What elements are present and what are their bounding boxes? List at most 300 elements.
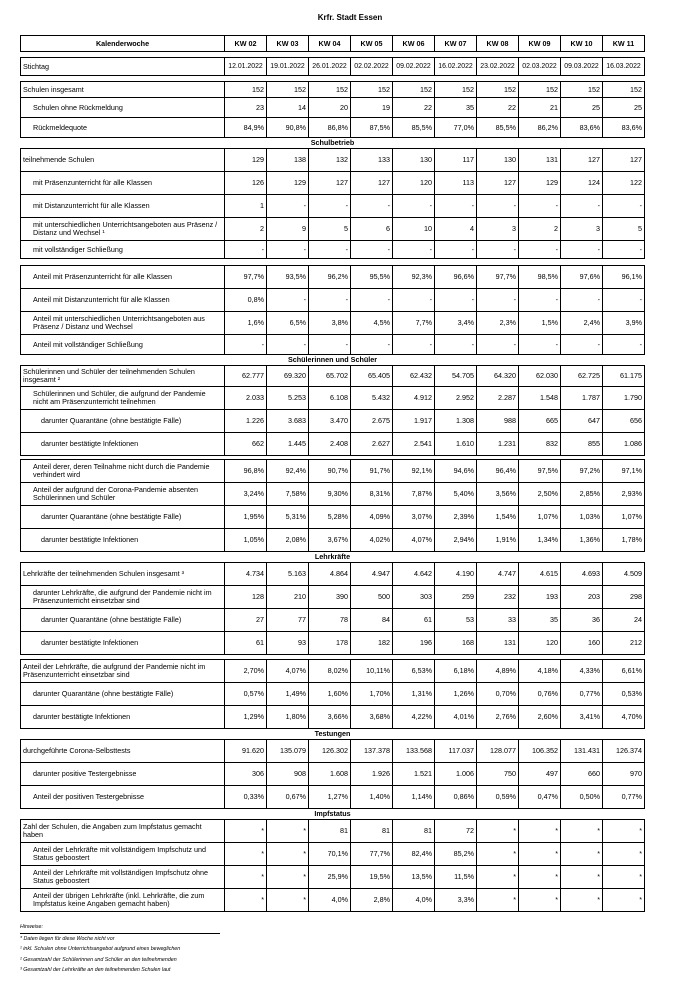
value-cell: 90,8%	[267, 118, 309, 138]
value-cell: 1.086	[603, 433, 645, 456]
table-row	[21, 632, 645, 655]
value-cell: -	[561, 195, 603, 218]
value-cell: 22	[477, 98, 519, 118]
value-cell: 97,6%	[561, 266, 603, 289]
value-cell: 1.926	[351, 763, 393, 786]
value-cell: 1,29%	[225, 706, 267, 729]
value-cell: 665	[519, 410, 561, 433]
value-cell: 196	[393, 632, 435, 655]
value-cell: 1,95%	[225, 506, 267, 529]
value-cell: 4.912	[393, 387, 435, 410]
value-cell: 61	[225, 632, 267, 655]
value-cell: 0,57%	[225, 683, 267, 706]
value-cell: 127	[477, 172, 519, 195]
value-cell: 1,91%	[477, 529, 519, 552]
value-cell: 3,4%	[435, 312, 477, 335]
table-row	[21, 866, 645, 889]
value-cell: 2,8%	[351, 889, 393, 912]
row-label: darunter Quarantäne (ohne bestätigte Fälle)	[21, 410, 225, 433]
value-cell: 6,18%	[435, 660, 477, 683]
value-cell: 152	[267, 82, 309, 98]
value-cell: 122	[603, 172, 645, 195]
value-cell: 2	[519, 218, 561, 241]
value-cell: 2	[225, 218, 267, 241]
row-label: darunter bestätigte Infektionen	[21, 706, 225, 729]
value-cell: 78	[309, 609, 351, 632]
value-cell: -	[435, 195, 477, 218]
value-cell: 35	[519, 609, 561, 632]
value-cell: 3,66%	[309, 706, 351, 729]
value-cell: 127	[561, 149, 603, 172]
value-cell: 124	[561, 172, 603, 195]
value-cell: 86,8%	[309, 118, 351, 138]
section-row	[21, 138, 645, 149]
value-cell: 5.163	[267, 563, 309, 586]
value-cell: 1.231	[477, 433, 519, 456]
value-cell: 9	[267, 218, 309, 241]
value-cell: -	[561, 335, 603, 355]
row-label: darunter Quarantäne (ohne bestätigte Fälle)	[21, 506, 225, 529]
value-cell: 2,70%	[225, 660, 267, 683]
row-label: darunter positive Testergebnisse	[21, 763, 225, 786]
row-label: darunter Quarantäne (ohne bestätigte Fälle)	[21, 683, 225, 706]
value-cell: -	[393, 195, 435, 218]
row-label: Anteil mit unterschiedlichen Unterrichtsangeboten aus Präsenz / Distanz und Wechsel	[21, 312, 225, 335]
value-cell: 0,70%	[477, 683, 519, 706]
row-label: Anteil der Lehrkräfte mit vollständigem Impfschutz und Status geboostert	[21, 843, 225, 866]
value-cell: 1.521	[393, 763, 435, 786]
value-cell: 7,7%	[393, 312, 435, 335]
value-cell: 81	[393, 820, 435, 843]
value-cell: 11,5%	[435, 866, 477, 889]
table-row	[21, 529, 645, 552]
row-label: Zahl der Schulen, die Angaben zum Impfstatus gemacht haben	[21, 820, 225, 843]
value-cell: 3.683	[267, 410, 309, 433]
value-cell: 1,07%	[519, 506, 561, 529]
table-row	[21, 82, 645, 98]
value-cell: 8,31%	[351, 483, 393, 506]
section-row	[21, 355, 645, 366]
value-cell: 77,0%	[435, 118, 477, 138]
value-cell: 120	[393, 172, 435, 195]
value-cell: 908	[267, 763, 309, 786]
value-cell: 4.693	[561, 563, 603, 586]
value-cell: 5	[309, 218, 351, 241]
value-cell: -	[477, 335, 519, 355]
value-cell: -	[309, 195, 351, 218]
value-cell: *	[519, 820, 561, 843]
value-cell: 81	[351, 820, 393, 843]
table-row	[21, 706, 645, 729]
value-cell: 0,53%	[603, 683, 645, 706]
value-cell: 1,26%	[435, 683, 477, 706]
value-cell: 1.006	[435, 763, 477, 786]
value-cell: 2,3%	[477, 312, 519, 335]
value-cell: 152	[351, 82, 393, 98]
date-cell: 02.02.2022	[351, 58, 393, 76]
value-cell: *	[561, 866, 603, 889]
value-cell: *	[225, 843, 267, 866]
value-cell: 2,39%	[435, 506, 477, 529]
section-row	[21, 552, 645, 563]
date-row	[21, 58, 645, 76]
table-row	[21, 118, 645, 138]
value-cell: 85,2%	[435, 843, 477, 866]
value-cell: 62.725	[561, 366, 603, 387]
value-cell: 2,85%	[561, 483, 603, 506]
table-row	[21, 410, 645, 433]
value-cell: 4.734	[225, 563, 267, 586]
row-label: teilnehmende Schulen	[21, 149, 225, 172]
value-cell: 1	[225, 195, 267, 218]
value-cell: 4,02%	[351, 529, 393, 552]
value-cell: 656	[603, 410, 645, 433]
value-cell: 970	[603, 763, 645, 786]
value-cell: -	[519, 289, 561, 312]
value-cell: 6,61%	[603, 660, 645, 683]
value-cell: 126.374	[603, 740, 645, 763]
value-cell: 4,5%	[351, 312, 393, 335]
value-cell: 97,7%	[477, 266, 519, 289]
value-cell: 120	[519, 632, 561, 655]
value-cell: *	[519, 889, 561, 912]
row-label: Anteil der aufgrund der Corona-Pandemie absenten Schülerinnen und Schüler	[21, 483, 225, 506]
value-cell: 988	[477, 410, 519, 433]
value-cell: 70,1%	[309, 843, 351, 866]
row-label: mit Präsenzunterricht für alle Klassen	[21, 172, 225, 195]
row-label: Anteil der übrigen Lehrkräfte (inkl. Lehrkräfte, die zum Impfstatus keine Angaben gemacht haben)	[21, 889, 225, 912]
row-label: darunter bestätigte Infektionen	[21, 433, 225, 456]
value-cell: 131	[477, 632, 519, 655]
section-row	[21, 729, 645, 740]
value-cell: 4,09%	[351, 506, 393, 529]
value-cell: 82,4%	[393, 843, 435, 866]
table-row	[21, 433, 645, 456]
value-cell: 85,5%	[393, 118, 435, 138]
row-label: mit vollständiger Schließung	[21, 241, 225, 259]
value-cell: 91,7%	[351, 460, 393, 483]
value-cell: 152	[477, 82, 519, 98]
table-row	[21, 218, 645, 241]
value-cell: 5.432	[351, 387, 393, 410]
spacer-row	[21, 259, 645, 266]
value-cell: 62.777	[225, 366, 267, 387]
value-cell: 9,30%	[309, 483, 351, 506]
value-cell: -	[393, 335, 435, 355]
value-cell: 3,07%	[393, 506, 435, 529]
value-cell: *	[267, 866, 309, 889]
value-cell: -	[477, 195, 519, 218]
value-cell: 21	[519, 98, 561, 118]
value-cell: 1,78%	[603, 529, 645, 552]
value-cell: 97,1%	[603, 460, 645, 483]
value-cell: 3,9%	[603, 312, 645, 335]
value-cell: *	[267, 843, 309, 866]
value-cell: 1,6%	[225, 312, 267, 335]
value-cell: -	[309, 241, 351, 259]
value-cell: *	[561, 820, 603, 843]
section-heading: Lehrkräfte	[21, 552, 645, 563]
value-cell: 1.917	[393, 410, 435, 433]
value-cell: 1,05%	[225, 529, 267, 552]
value-cell: 62.030	[519, 366, 561, 387]
value-cell: 1.308	[435, 410, 477, 433]
value-cell: 1,54%	[477, 506, 519, 529]
table-row	[21, 586, 645, 609]
value-cell: 4.864	[309, 563, 351, 586]
value-cell: 24	[603, 609, 645, 632]
value-cell: *	[225, 866, 267, 889]
value-cell: 92,1%	[393, 460, 435, 483]
row-label: darunter Lehrkräfte, die aufgrund der Pandemie nicht im Präsenzunterricht einsetzbar sind	[21, 586, 225, 609]
value-cell: 0,50%	[561, 786, 603, 809]
value-cell: -	[309, 289, 351, 312]
value-cell: 65.405	[351, 366, 393, 387]
value-cell: 3,24%	[225, 483, 267, 506]
value-cell: *	[225, 889, 267, 912]
value-cell: 152	[603, 82, 645, 98]
value-cell: 6.108	[309, 387, 351, 410]
value-cell: -	[603, 195, 645, 218]
value-cell: *	[561, 889, 603, 912]
value-cell: -	[393, 241, 435, 259]
value-cell: 117	[435, 149, 477, 172]
value-cell: -	[267, 241, 309, 259]
value-cell: -	[519, 335, 561, 355]
value-cell: 1.610	[435, 433, 477, 456]
value-cell: 2.627	[351, 433, 393, 456]
value-cell: 210	[267, 586, 309, 609]
value-cell: 19,5%	[351, 866, 393, 889]
value-cell: 33	[477, 609, 519, 632]
section-row	[21, 809, 645, 820]
value-cell: -	[477, 289, 519, 312]
table-row	[21, 312, 645, 335]
value-cell: 2,94%	[435, 529, 477, 552]
week-header: KW 11	[603, 36, 645, 52]
row-label: Schulen insgesamt	[21, 82, 225, 98]
value-cell: 93	[267, 632, 309, 655]
week-header: KW 06	[393, 36, 435, 52]
table-row	[21, 820, 645, 843]
week-header: KW 03	[267, 36, 309, 52]
table-row	[21, 660, 645, 683]
value-cell: 65.702	[309, 366, 351, 387]
value-cell: -	[351, 335, 393, 355]
value-cell: 497	[519, 763, 561, 786]
header-label: Kalenderwoche	[21, 36, 225, 52]
value-cell: 126.302	[309, 740, 351, 763]
value-cell: *	[225, 820, 267, 843]
value-cell: 97,5%	[519, 460, 561, 483]
date-cell: 23.02.2022	[477, 58, 519, 76]
value-cell: 1,49%	[267, 683, 309, 706]
value-cell: 132	[309, 149, 351, 172]
value-cell: 2.287	[477, 387, 519, 410]
value-cell: *	[519, 866, 561, 889]
value-cell: 20	[309, 98, 351, 118]
value-cell: 126	[225, 172, 267, 195]
value-cell: 128	[225, 586, 267, 609]
value-cell: 4.947	[351, 563, 393, 586]
value-cell: 35	[435, 98, 477, 118]
value-cell: 4.747	[477, 563, 519, 586]
row-label: Schulen ohne Rückmeldung	[21, 98, 225, 118]
value-cell: 3	[561, 218, 603, 241]
value-cell: 303	[393, 586, 435, 609]
stichtag-label: Stichtag	[21, 58, 225, 76]
value-cell: 25	[603, 98, 645, 118]
section-heading: Impfstatus	[21, 809, 645, 820]
value-cell: 3,41%	[561, 706, 603, 729]
value-cell: -	[477, 241, 519, 259]
value-cell: 4.615	[519, 563, 561, 586]
value-cell: 83,6%	[603, 118, 645, 138]
value-cell: 13,5%	[393, 866, 435, 889]
value-cell: -	[351, 195, 393, 218]
value-cell: *	[603, 820, 645, 843]
value-cell: *	[603, 889, 645, 912]
value-cell: -	[603, 289, 645, 312]
value-cell: 4,01%	[435, 706, 477, 729]
value-cell: 1,14%	[393, 786, 435, 809]
table-row	[21, 195, 645, 218]
value-cell: *	[477, 820, 519, 843]
value-cell: 647	[561, 410, 603, 433]
value-cell: 2,50%	[519, 483, 561, 506]
value-cell: -	[351, 289, 393, 312]
table-row	[21, 149, 645, 172]
value-cell: *	[477, 843, 519, 866]
value-cell: 87,5%	[351, 118, 393, 138]
row-label: mit unterschiedlichen Unterrichtsangeboten aus Präsenz / Distanz und Wechsel ¹	[21, 218, 225, 241]
value-cell: 128.077	[477, 740, 519, 763]
value-cell: 232	[477, 586, 519, 609]
value-cell: 4.509	[603, 563, 645, 586]
table-body	[21, 36, 645, 912]
value-cell: 4,22%	[393, 706, 435, 729]
value-cell: 0,77%	[603, 786, 645, 809]
value-cell: 130	[477, 149, 519, 172]
section-heading: Testungen	[21, 729, 645, 740]
table-row	[21, 740, 645, 763]
value-cell: 137.378	[351, 740, 393, 763]
value-cell: 95,5%	[351, 266, 393, 289]
value-cell: 97,7%	[225, 266, 267, 289]
value-cell: -	[435, 335, 477, 355]
row-label: Anteil mit Präsenzunterricht für alle Klassen	[21, 266, 225, 289]
value-cell: 117.037	[435, 740, 477, 763]
value-cell: 1,03%	[561, 506, 603, 529]
value-cell: 84,9%	[225, 118, 267, 138]
date-cell: 09.03.2022	[561, 58, 603, 76]
value-cell: 1.608	[309, 763, 351, 786]
table-row	[21, 763, 645, 786]
value-cell: 1,80%	[267, 706, 309, 729]
value-cell: 0,59%	[477, 786, 519, 809]
value-cell: 3	[477, 218, 519, 241]
table-row	[21, 889, 645, 912]
value-cell: 2.408	[309, 433, 351, 456]
value-cell: 10,11%	[351, 660, 393, 683]
week-header: KW 10	[561, 36, 603, 52]
value-cell: 85,5%	[477, 118, 519, 138]
value-cell: 2.033	[225, 387, 267, 410]
value-cell: 4.642	[393, 563, 435, 586]
value-cell: 152	[393, 82, 435, 98]
table-row	[21, 609, 645, 632]
value-cell: 259	[435, 586, 477, 609]
value-cell: 61	[393, 609, 435, 632]
table-row	[21, 563, 645, 586]
row-label: Anteil der positiven Testergebnisse	[21, 786, 225, 809]
date-cell: 16.02.2022	[435, 58, 477, 76]
value-cell: 54.705	[435, 366, 477, 387]
notes-heading: Hinweise:	[20, 924, 43, 930]
value-cell: *	[267, 820, 309, 843]
table-row	[21, 387, 645, 410]
value-cell: *	[267, 889, 309, 912]
table-row	[21, 241, 645, 259]
section-heading: Schulbetrieb	[21, 138, 645, 149]
value-cell: 662	[225, 433, 267, 456]
value-cell: 1,31%	[393, 683, 435, 706]
row-label: Anteil der Lehrkräfte, die aufgrund der Pandemie nicht im Präsenzunterricht einsetzbar sind	[21, 660, 225, 683]
value-cell: 3,68%	[351, 706, 393, 729]
value-cell: 6,5%	[267, 312, 309, 335]
date-cell: 09.02.2022	[393, 58, 435, 76]
value-cell: 855	[561, 433, 603, 456]
value-cell: 1,60%	[309, 683, 351, 706]
value-cell: 131	[519, 149, 561, 172]
value-cell: 4,0%	[309, 889, 351, 912]
row-label: durchgeführte Corona-Selbsttests	[21, 740, 225, 763]
value-cell: 7,87%	[393, 483, 435, 506]
value-cell: 106.352	[519, 740, 561, 763]
value-cell: 93,5%	[267, 266, 309, 289]
value-cell: -	[309, 335, 351, 355]
value-cell: 6,53%	[393, 660, 435, 683]
value-cell: 390	[309, 586, 351, 609]
value-cell: *	[477, 866, 519, 889]
row-label: Anteil derer, deren Teilnahme nicht durch die Pandemie verhindert wird	[21, 460, 225, 483]
value-cell: 25	[561, 98, 603, 118]
week-header: KW 02	[225, 36, 267, 52]
value-cell: -	[351, 241, 393, 259]
value-cell: 3,67%	[309, 529, 351, 552]
value-cell: 500	[351, 586, 393, 609]
value-cell: 4,18%	[519, 660, 561, 683]
value-cell: -	[519, 241, 561, 259]
value-cell: 97,2%	[561, 460, 603, 483]
table-row	[21, 483, 645, 506]
value-cell: 113	[435, 172, 477, 195]
value-cell: 10	[393, 218, 435, 241]
value-cell: 64.320	[477, 366, 519, 387]
value-cell: 152	[519, 82, 561, 98]
value-cell: 203	[561, 586, 603, 609]
value-cell: 96,8%	[225, 460, 267, 483]
value-cell: 4,89%	[477, 660, 519, 683]
value-cell: 152	[561, 82, 603, 98]
value-cell: 1.445	[267, 433, 309, 456]
value-cell: 2,76%	[477, 706, 519, 729]
value-cell: 1,70%	[351, 683, 393, 706]
value-cell: 96,4%	[477, 460, 519, 483]
value-cell: 81	[309, 820, 351, 843]
value-cell: 1,36%	[561, 529, 603, 552]
date-cell: 19.01.2022	[267, 58, 309, 76]
